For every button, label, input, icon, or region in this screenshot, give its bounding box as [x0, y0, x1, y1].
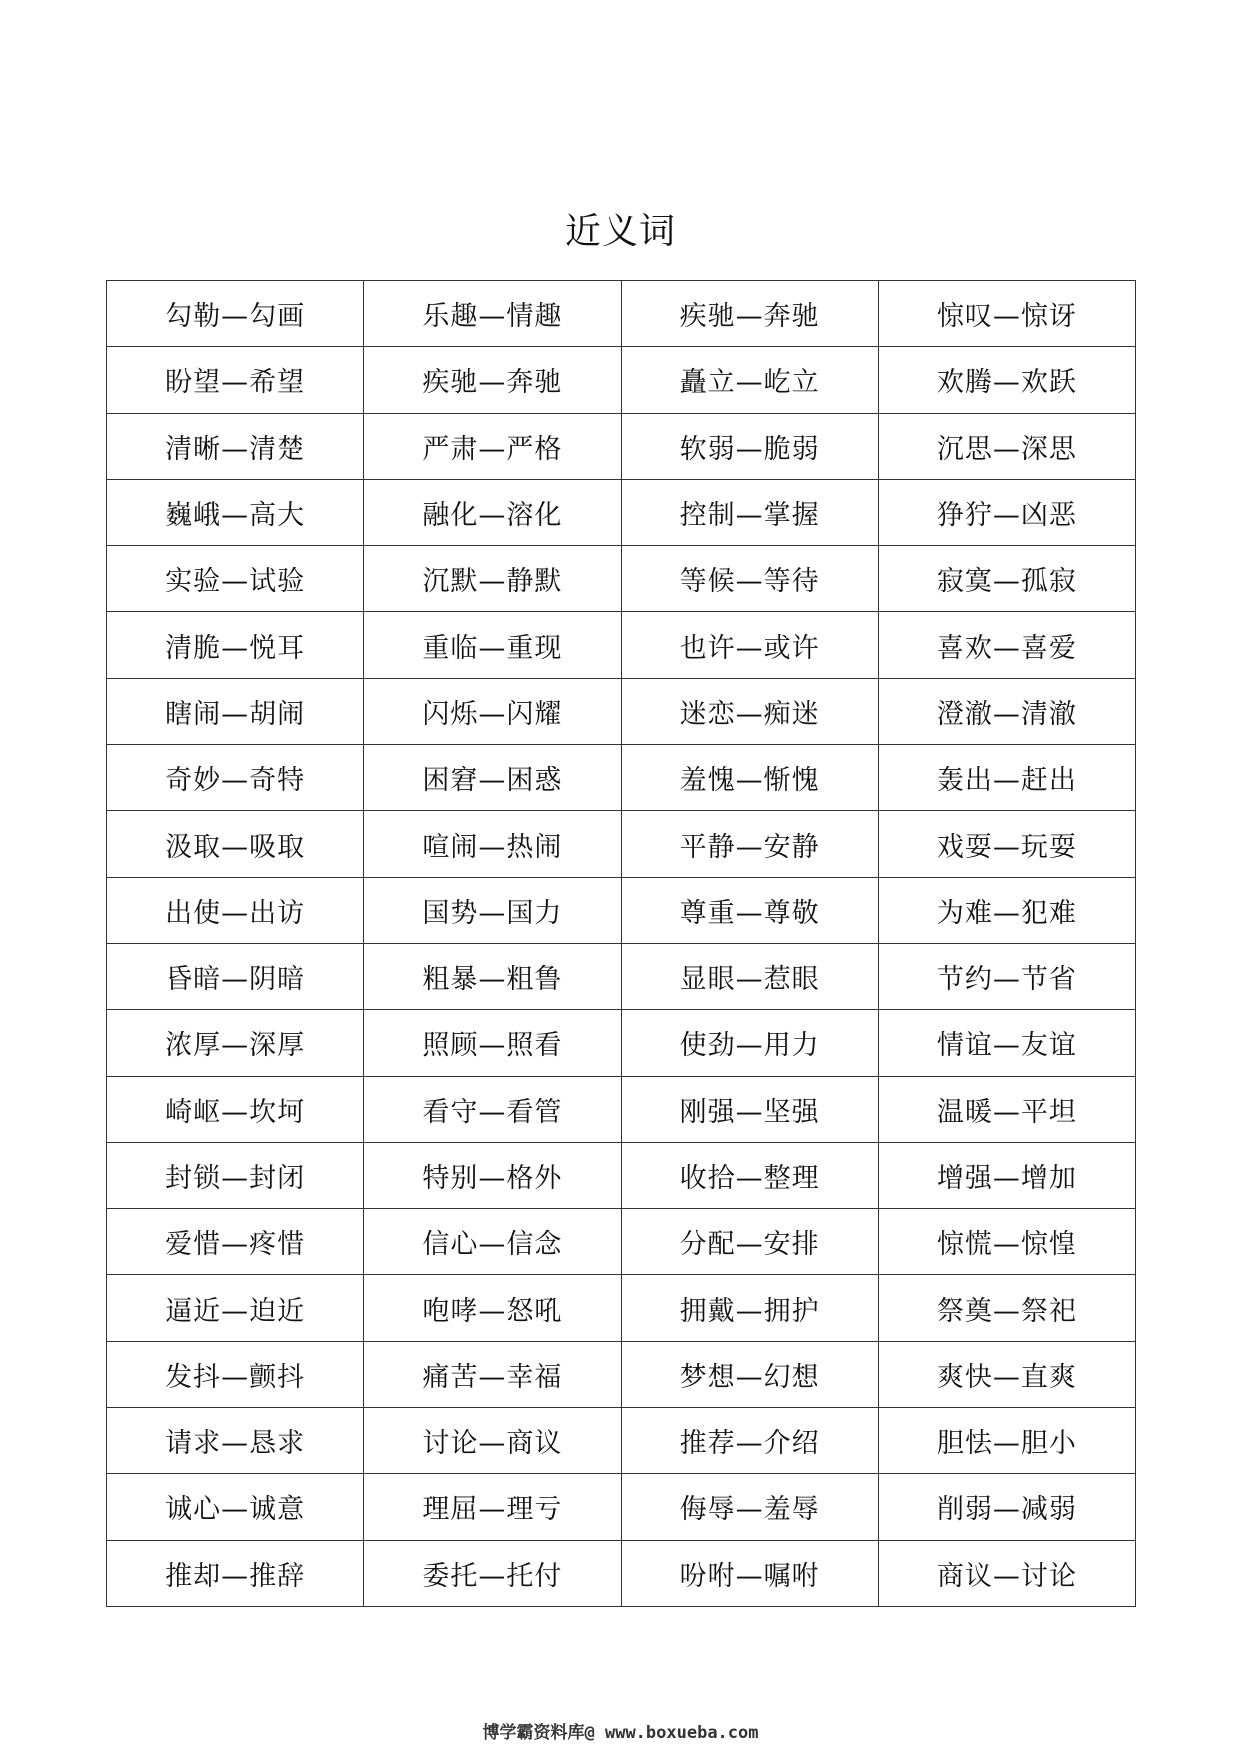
table-row [107, 1209, 1136, 1275]
synonym-pair-cell: 等候—等待 [621, 546, 878, 612]
table-row [107, 1408, 1136, 1474]
synonym-pair-cell: 困窘—困惑 [364, 745, 621, 811]
synonym-pair-cell: 欢腾—欢跃 [878, 347, 1135, 413]
synonym-pair-cell: 诚心—诚意 [107, 1474, 364, 1540]
synonym-pair-cell: 显眼—惹眼 [621, 943, 878, 1009]
synonym-pair-cell: 请求—恳求 [107, 1408, 364, 1474]
table-row [107, 1275, 1136, 1341]
synonym-pair-cell: 沉默—静默 [364, 546, 621, 612]
synonym-pair-cell: 信心—信念 [364, 1209, 621, 1275]
synonym-pair-cell: 狰狞—凶恶 [878, 479, 1135, 545]
synonym-pair-cell: 收拾—整理 [621, 1142, 878, 1208]
synonym-pair-cell: 严肃—严格 [364, 413, 621, 479]
table-row [107, 678, 1136, 744]
table-body [107, 281, 1136, 1607]
synonym-pair-cell: 梦想—幻想 [621, 1341, 878, 1407]
synonym-pair-cell: 使劲—用力 [621, 1010, 878, 1076]
synonym-pair-cell: 侮辱—羞辱 [621, 1474, 878, 1540]
synonym-pair-cell: 出使—出访 [107, 877, 364, 943]
synonym-pair-cell: 奇妙—奇特 [107, 745, 364, 811]
synonym-pair-cell: 澄澈—清澈 [878, 678, 1135, 744]
synonym-pair-cell: 增强—增加 [878, 1142, 1135, 1208]
synonym-pair-cell: 发抖—颤抖 [107, 1341, 364, 1407]
table-row [107, 479, 1136, 545]
synonym-pair-cell: 痛苦—幸福 [364, 1341, 621, 1407]
synonym-pair-cell: 爱惜—疼惜 [107, 1209, 364, 1275]
synonym-pair-cell: 平静—安静 [621, 811, 878, 877]
synonym-pair-cell: 吩咐—嘱咐 [621, 1540, 878, 1606]
synonym-pair-cell: 惊叹—惊讶 [878, 281, 1135, 347]
synonym-table [106, 280, 1136, 1607]
synonym-pair-cell: 国势—国力 [364, 877, 621, 943]
synonym-pair-cell: 温暖—平坦 [878, 1076, 1135, 1142]
synonym-pair-cell: 逼近—迫近 [107, 1275, 364, 1341]
table-row [107, 1010, 1136, 1076]
table-row [107, 943, 1136, 1009]
synonym-pair-cell: 乐趣—情趣 [364, 281, 621, 347]
synonym-pair-cell: 崎岖—坎坷 [107, 1076, 364, 1142]
synonym-pair-cell: 汲取—吸取 [107, 811, 364, 877]
synonym-pair-cell: 疾驰—奔驰 [364, 347, 621, 413]
synonym-pair-cell: 融化—溶化 [364, 479, 621, 545]
synonym-pair-cell: 轰出—赶出 [878, 745, 1135, 811]
synonym-pair-cell: 推却—推辞 [107, 1540, 364, 1606]
synonym-pair-cell: 委托—托付 [364, 1540, 621, 1606]
table-row [107, 1474, 1136, 1540]
synonym-pair-cell: 咆哮—怒吼 [364, 1275, 621, 1341]
table-row [107, 347, 1136, 413]
synonym-pair-cell: 尊重—尊敬 [621, 877, 878, 943]
table-row [107, 612, 1136, 678]
synonym-pair-cell: 羞愧—惭愧 [621, 745, 878, 811]
synonym-pair-cell: 迷恋—痴迷 [621, 678, 878, 744]
synonym-pair-cell: 封锁—封闭 [107, 1142, 364, 1208]
synonym-pair-cell: 情谊—友谊 [878, 1010, 1135, 1076]
synonym-pair-cell: 疾驰—奔驰 [621, 281, 878, 347]
synonym-pair-cell: 推荐—介绍 [621, 1408, 878, 1474]
synonym-pair-cell: 理屈—理亏 [364, 1474, 621, 1540]
synonym-pair-cell: 盼望—希望 [107, 347, 364, 413]
synonym-pair-cell: 胆怯—胆小 [878, 1408, 1135, 1474]
synonym-pair-cell: 昏暗—阴暗 [107, 943, 364, 1009]
synonym-pair-cell: 软弱—脆弱 [621, 413, 878, 479]
table-row [107, 413, 1136, 479]
table-row [107, 1540, 1136, 1606]
synonym-pair-cell: 浓厚—深厚 [107, 1010, 364, 1076]
table-row [107, 745, 1136, 811]
synonym-pair-cell: 照顾—照看 [364, 1010, 621, 1076]
synonym-pair-cell: 沉思—深思 [878, 413, 1135, 479]
synonym-pair-cell: 寂寞—孤寂 [878, 546, 1135, 612]
synonym-pair-cell: 巍峨—高大 [107, 479, 364, 545]
synonym-pair-cell: 惊慌—惊惶 [878, 1209, 1135, 1275]
synonym-pair-cell: 特别—格外 [364, 1142, 621, 1208]
footer-watermark: 博学霸资料库@ www.boxueba.com [482, 1723, 759, 1743]
synonym-pair-cell: 祭奠—祭祀 [878, 1275, 1135, 1341]
table-row [107, 546, 1136, 612]
synonym-pair-cell: 看守—看管 [364, 1076, 621, 1142]
synonym-pair-cell: 为难—犯难 [878, 877, 1135, 943]
synonym-pair-cell: 瞎闹—胡闹 [107, 678, 364, 744]
synonym-pair-cell: 闪烁—闪耀 [364, 678, 621, 744]
synonym-pair-cell: 重临—重现 [364, 612, 621, 678]
synonym-pair-cell: 拥戴—拥护 [621, 1275, 878, 1341]
synonym-pair-cell: 喜欢—喜爱 [878, 612, 1135, 678]
synonym-pair-cell: 喧闹—热闹 [364, 811, 621, 877]
synonym-pair-cell: 削弱—减弱 [878, 1474, 1135, 1540]
table-row [107, 281, 1136, 347]
table-row [107, 811, 1136, 877]
synonym-pair-cell: 戏耍—玩耍 [878, 811, 1135, 877]
synonym-pair-cell: 讨论—商议 [364, 1408, 621, 1474]
synonym-pair-cell: 矗立—屹立 [621, 347, 878, 413]
synonym-pair-cell: 节约—节省 [878, 943, 1135, 1009]
synonym-pair-cell: 勾勒—勾画 [107, 281, 364, 347]
synonym-pair-cell: 爽快—直爽 [878, 1341, 1135, 1407]
synonym-pair-cell: 刚强—坚强 [621, 1076, 878, 1142]
synonym-pair-cell: 清晰—清楚 [107, 413, 364, 479]
page-title: 近义词 [564, 211, 676, 252]
synonym-pair-cell: 商议—讨论 [878, 1540, 1135, 1606]
synonym-pair-cell: 粗暴—粗鲁 [364, 943, 621, 1009]
table-row [107, 1341, 1136, 1407]
table-row [107, 1076, 1136, 1142]
synonym-pair-cell: 也许—或许 [621, 612, 878, 678]
synonym-pair-cell: 控制—掌握 [621, 479, 878, 545]
synonym-pair-cell: 分配—安排 [621, 1209, 878, 1275]
synonym-pair-cell: 清脆—悦耳 [107, 612, 364, 678]
synonym-pair-cell: 实验—试验 [107, 546, 364, 612]
table-row [107, 877, 1136, 943]
table-row [107, 1142, 1136, 1208]
